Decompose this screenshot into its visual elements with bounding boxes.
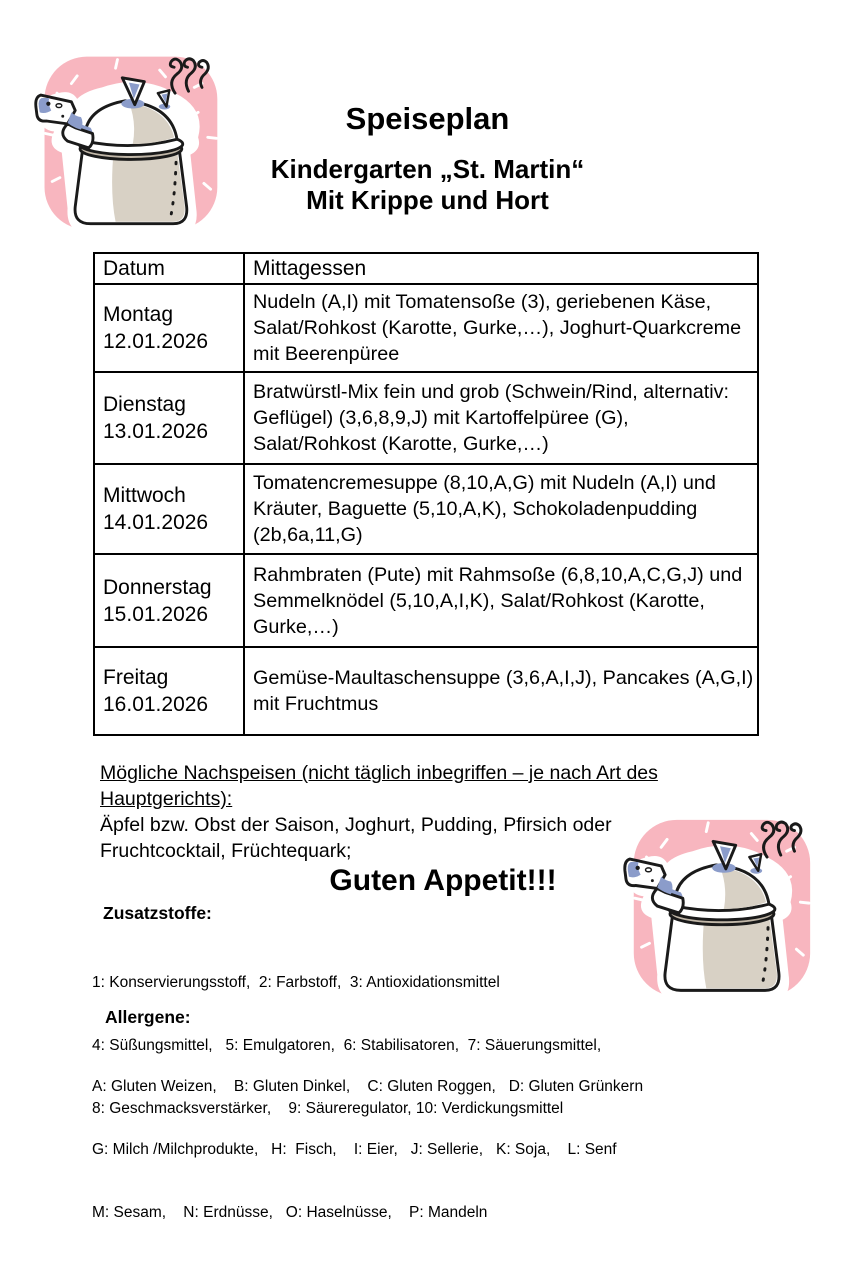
meal-text: Nudeln (A,I) mit Tomatensoße (3), geriebenen Käse, Salat/Rohkost (Karotte, Gurke,…), Joghurt-Quarkcreme mit Beerenpüree <box>244 284 758 372</box>
date-label: 16.01.2026 <box>103 693 209 716</box>
column-header-datum: Datum <box>94 253 244 284</box>
additives-line-1: 1: Konservierungsstoff, 2: Farbstoff, 3: Antioxidationsmittel <box>92 974 500 991</box>
additives-line-3: 8: Geschmacksverstärker, 9: Säureregulator, 10: Verdickungsmittel <box>92 1100 564 1117</box>
meal-text: Rahmbraten (Pute) mit Rahmsoße (6,8,10,A,C,G,J) und Semmelknödel (5,10,A,I,K), Salat/Rohkost (Karotte, Gurke,…) <box>244 554 758 647</box>
desserts-text: Äpfel bzw. Obst der Saison, Joghurt, Pudding, Pfirsich oder Fruchtcocktail, Früchtequark; <box>100 814 612 862</box>
closing-message: Guten Appetit!!! <box>329 864 557 897</box>
date-label: 15.01.2026 <box>103 602 209 626</box>
cooking-pot-icon <box>33 49 225 241</box>
desserts-heading: Mögliche Nachspeisen (nicht täglich inbegriffen – je nach Art des Hauptgerichts): <box>100 762 658 810</box>
allergens-list <box>92 1034 692 1265</box>
additives-heading: Zusatzstoffe: <box>103 903 212 923</box>
page-title: Speiseplan <box>345 101 510 136</box>
day-label: Montag <box>103 303 174 326</box>
column-header-mittagessen: Mittagessen <box>244 253 758 284</box>
table-row-mittwoch <box>94 464 758 554</box>
desserts-note <box>100 760 694 864</box>
subtitle-line2: Mit Krippe und Hort <box>306 185 549 215</box>
date-label: 14.01.2026 <box>103 511 209 534</box>
date-label: 13.01.2026 <box>103 420 209 443</box>
table-row-dienstag <box>94 372 758 464</box>
allergens-line-1: A: Gluten Weizen, B: Gluten Dinkel, C: Gluten Roggen, D: Gluten Grünkern <box>92 1078 644 1095</box>
date-label: 12.01.2026 <box>103 330 209 353</box>
allergens-heading: Allergene: <box>105 1007 191 1027</box>
day-label: Freitag <box>103 666 169 689</box>
meal-text: Bratwürstl-Mix fein und grob (Schwein/Rind, alternativ: Geflügel) (3,6,8,9,J) mit Kartoffelpüree (G), Salat/Rohkost (Karotte, Gurke,…) <box>244 372 758 464</box>
day-label: Donnerstag <box>103 575 212 599</box>
menu-table <box>93 252 759 736</box>
table-row-montag <box>94 284 758 372</box>
meal-text: Gemüse-Maultaschensuppe (3,6,A,I,J), Pancakes (A,G,I) mit Fruchtmus <box>244 647 758 735</box>
table-row-freitag <box>94 647 758 735</box>
table-header-row <box>94 253 758 284</box>
cooking-pot-icon <box>622 812 818 1008</box>
subtitle-line1: Kindergarten „St. Martin“ <box>270 154 585 184</box>
day-label: Mittwoch <box>103 484 186 507</box>
day-label: Dienstag <box>103 393 186 416</box>
table-row-donnerstag <box>94 554 758 647</box>
allergens-line-2: G: Milch /Milchprodukte, H: Fisch, I: Eier, J: Sellerie, K: Soja, L: Senf <box>92 1141 617 1158</box>
additives-line-2: 4: Süßungsmittel, 5: Emulgatoren, 6: Stabilisatoren, 7: Säuerungsmittel, <box>92 1037 602 1054</box>
document-header <box>225 100 630 216</box>
meal-text: Tomatencremesuppe (8,10,A,G) mit Nudeln (A,I) und Kräuter, Baguette (5,10,A,K), Schokoladenpudding (2b,6a,11,G) <box>244 464 758 554</box>
allergens-line-3: M: Sesam, N: Erdnüsse, O: Haselnüsse, P: Mandeln <box>92 1204 488 1221</box>
